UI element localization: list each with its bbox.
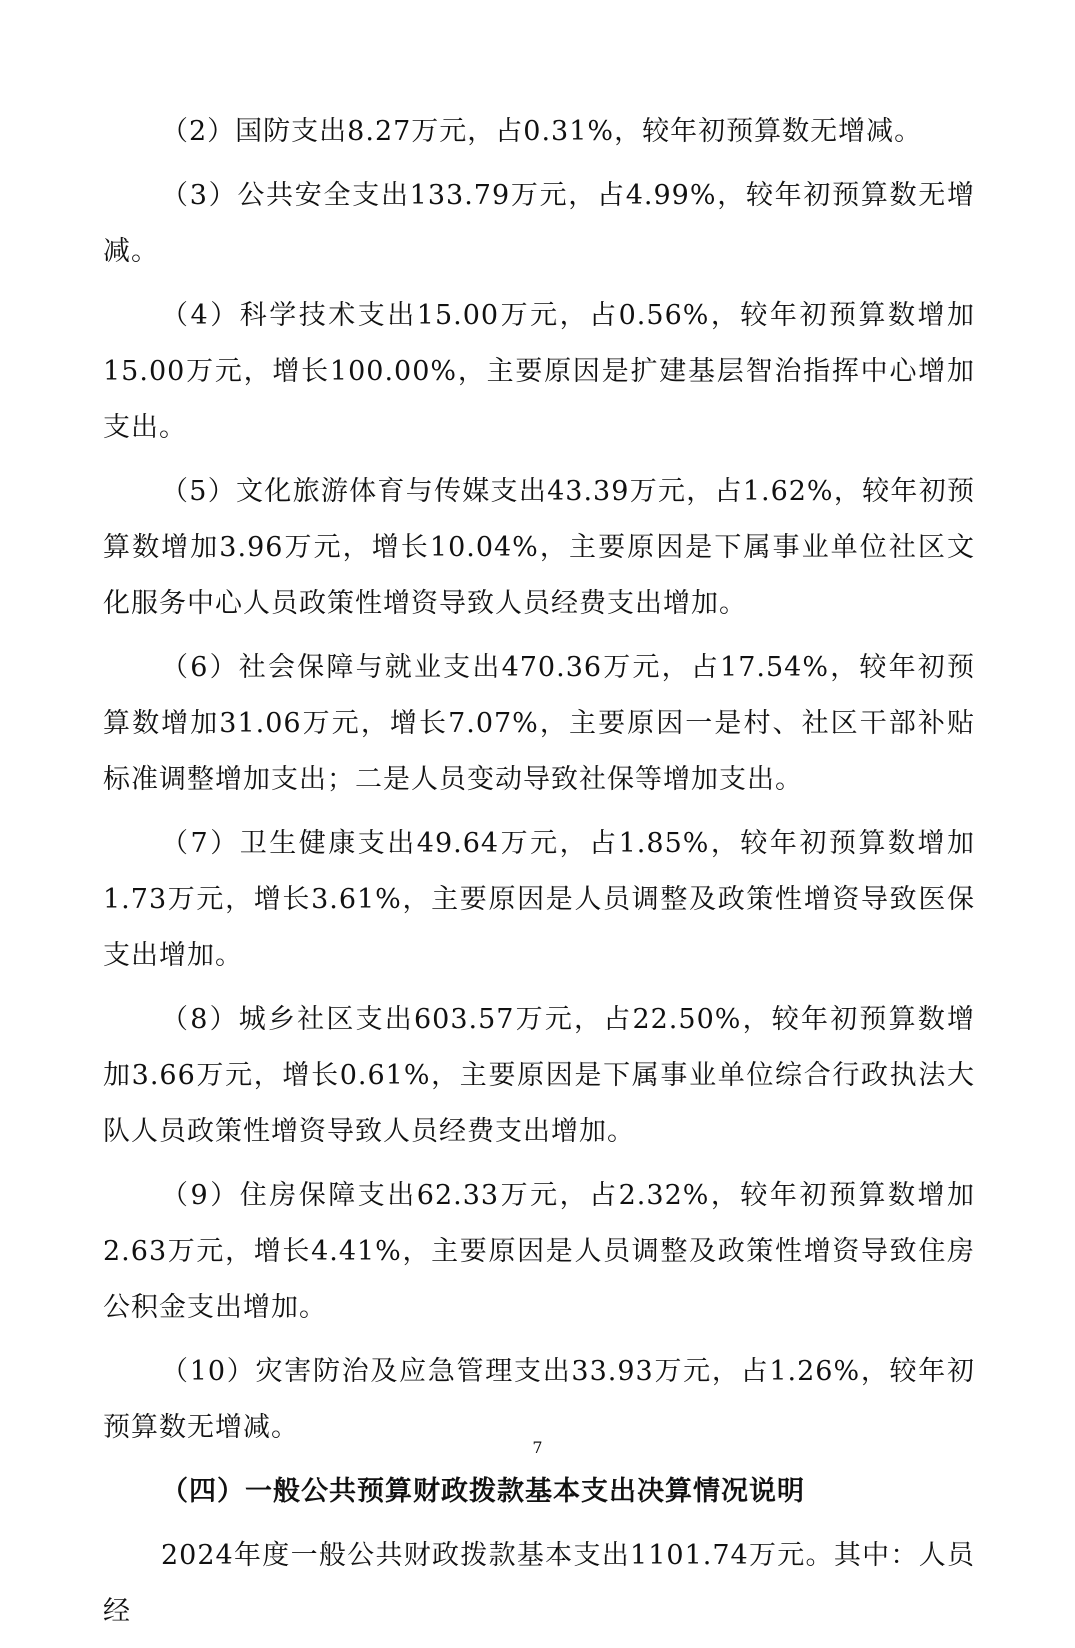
paragraph-culture-tourism: （5）文化旅游体育与传媒支出43.39万元，占1.62%，较年初预算数增加3.96万元，增长10.04%，主要原因是下属事业单位社区文化服务中心人员政策性增资导致人员经费支出增加。 — [103, 476, 975, 619]
paragraph-public-security: （3）公共安全支出133.79万元，占4.99%，较年初预算数无增减。 — [103, 180, 975, 267]
page-body — [103, 104, 975, 1648]
paragraph-social-security: （6）社会保障与就业支出470.36万元，占17.54%，较年初预算数增加31.06万元，增长7.07%，主要原因一是村、社区干部补贴标准调整增加支出；二是人员变动导致社保等增加支出。 — [103, 652, 975, 795]
paragraph-science-technology: （4）科学技术支出15.00万元，占0.56%，较年初预算数增加15.00万元，增长100.00%，主要原因是扩建基层智治指挥中心增加支出。 — [103, 300, 975, 443]
paragraph-health: （7）卫生健康支出49.64万元，占1.85%，较年初预算数增加1.73万元，增长3.61%，主要原因是人员调整及政策性增资导致医保支出增加。 — [103, 828, 975, 971]
page-number: 7 — [532, 1438, 543, 1457]
paragraph-housing: （9）住房保障支出62.33万元，占2.32%，较年初预算数增加2.63万元，增长4.41%，主要原因是人员调整及政策性增资导致住房公积金支出增加。 — [103, 1180, 975, 1323]
paragraph-urban-rural: （8）城乡社区支出603.57万元，占22.50%，较年初预算数增加3.66万元，增长0.61%，主要原因是下属事业单位综合行政执法大队人员政策性增资导致人员经费支出增加。 — [103, 1004, 975, 1147]
section-heading: （四）一般公共预算财政拨款基本支出决算情况说明 — [161, 1476, 805, 1507]
paragraph-basic-expenditure: 2024年度一般公共财政拨款基本支出1101.74万元。其中：人员经 — [103, 1540, 975, 1627]
paragraph-disaster-prevention: （10）灾害防治及应急管理支出33.93万元，占1.26%，较年初预算数无增减。 — [103, 1356, 975, 1443]
paragraph-defense: （2）国防支出8.27万元，占0.31%，较年初预算数无增减。 — [161, 116, 923, 147]
